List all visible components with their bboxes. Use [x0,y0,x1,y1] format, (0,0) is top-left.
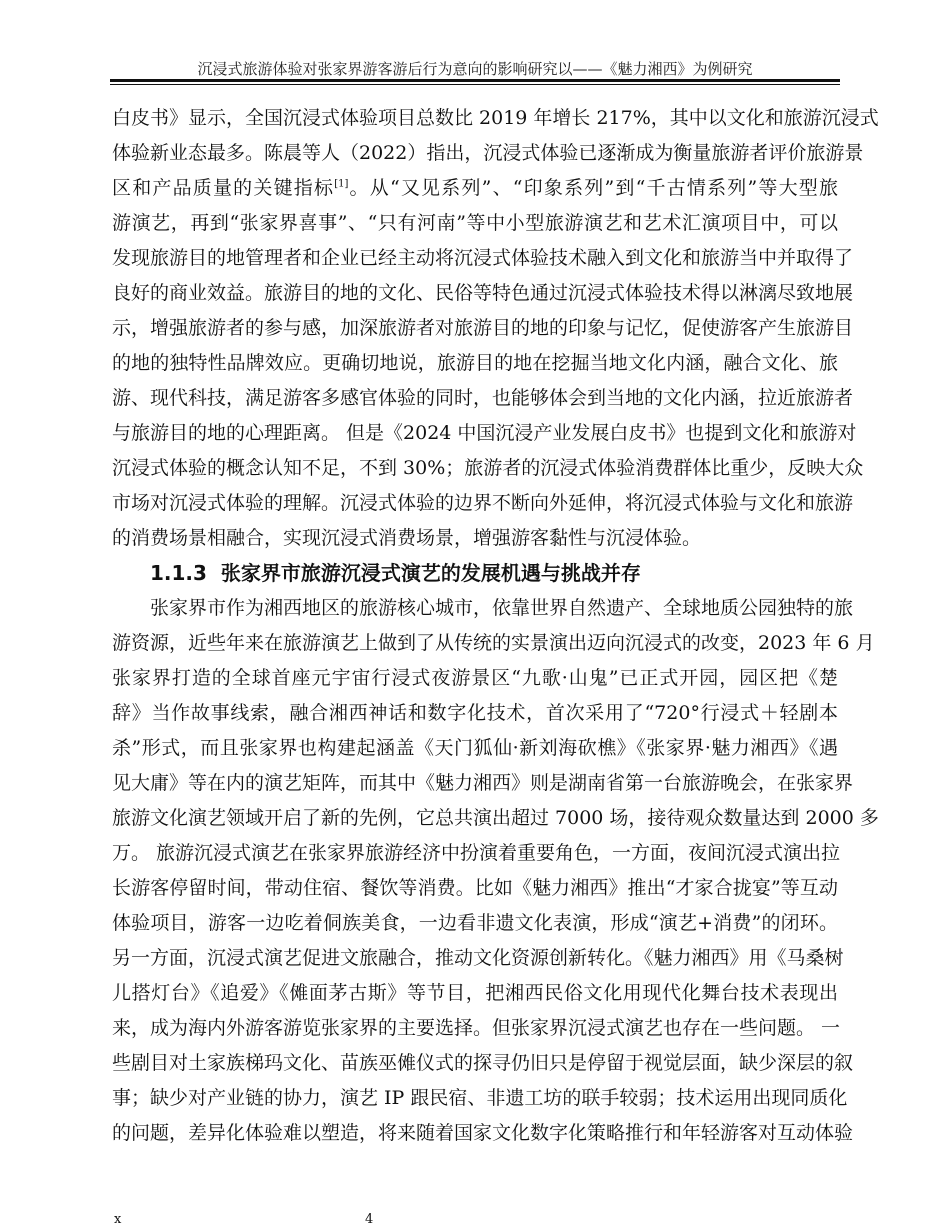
text-fragment: 区和产品质量的关键指标 [112,177,335,199]
text-line: 白皮书》显示，全国沉浸式体验项目总数比 2019 年增长 217%，其中以文化和旅游沉浸式 [112,107,879,129]
text-line: 万。 旅游沉浸式演艺在张家界旅游经济中扮演着重要角色，一方面，夜间沉浸式演出拉 [112,842,841,864]
page-number: 4 [365,1212,374,1227]
header-rule-thick [110,79,840,82]
text-line: 儿搭灯台》《追爱》《傩面茅古斯》等节目，把湘西民俗文化用现代化舞台技术表现出 [112,982,838,1004]
text-line: 体验项目，游客一边吃着侗族美食，一边看非遗文化表演，形成“演艺+消费”的闭环。 [112,912,838,934]
section-title: 张家界市旅游沉浸式演艺的发展机遇与挑战并存 [220,561,641,585]
text-line: 沉浸式体验的概念认知不足，不到 30%；旅游者的沉浸式体验消费群体比重少，反映大众 [112,457,864,479]
text-line: 杀”形式，而且张家界也构建起涵盖《天门狐仙·新刘海砍樵》《张家界·魅力湘西》《遇 [112,737,838,759]
text-line: 示，增强旅游者的参与感，加深旅游者对旅游目的地的印象与记忆，促使游客产生旅游目 [112,317,854,339]
text-line: 辞》当作故事线索，融合湘西神话和数字化技术，首次采用了“720°行浸式＋轻剧本 [112,702,838,724]
text-line: 游、现代科技，满足游客多感官体验的同时，也能够体会到当地的文化内涵，拉近旅游者 [112,387,854,409]
text-line: 良好的商业效益。旅游目的地的文化、民俗等特色通过沉浸式体验技术得以淋漓尽致地展 [112,282,854,304]
text-line: 旅游文化演艺领域开启了新的先例，它总共演出超过 7000 场，接待观众数量达到 2000 多 [112,807,879,829]
text-line: 见大庸》等在内的演艺矩阵，而其中《魅力湘西》则是湖南省第一台旅游晚会，在张家界 [112,772,854,794]
text-line: 市场对沉浸式体验的理解。沉浸式体验的边界不断向外延伸，将沉浸式体验与文化和旅游 [112,492,854,514]
text-line: 发现旅游目的地管理者和企业已经主动将沉浸式体验技术融入到文化和旅游当中并取得了 [112,247,854,269]
text-line: 另一方面，沉浸式演艺促进文旅融合，推动文化资源创新转化。《魅力湘西》用《马桑树 [112,947,844,969]
text-line: 来，成为海内外游客游览张家界的主要选择。但张家界沉浸式演艺也存在一些问题。 一 [112,1017,841,1039]
text-line: 长游客停留时间，带动住宿、餐饮等消费。比如《魅力湘西》推出“才家合拢宴”等互动 [112,877,838,899]
text-line: 的地的独特性品牌效应。更确切地说，旅游目的地在挖掘当地文化内涵，融合文化、旅 [112,352,838,374]
text-line: 体验新业态最多。陈晨等人（2022）指出，沉浸式体验已逐渐成为衡量旅游者评价旅游景 [112,142,864,164]
text-line: 的问题，差异化体验难以塑造，将来随着国家文化数字化策略推行和年轻游客对互动体验 [112,1122,854,1144]
text-line: 的消费场景相融合，实现沉浸式消费场景，增强游客黏性与沉浸体验。 [112,527,702,549]
footer-mark: x [114,1212,122,1227]
text-line: 张家界打造的全球首座元宇宙行浸式夜游景区“九歌·山鬼”已正式开园，园区把《楚 [112,667,838,689]
section-number: 1.1.3 [150,561,207,585]
page-body [112,101,879,1151]
text-line [112,171,838,206]
paragraph-1 [112,101,879,556]
header-rule-thin [110,84,840,85]
text-line: 张家界市作为湘西地区的旅游核心城市，依靠世界自然遗产、全球地质公园独特的旅 [150,597,854,619]
paragraph-2 [112,591,879,1151]
text-line: 游演艺，再到“张家界喜事”、“只有河南”等中小型旅游演艺和艺术汇演项目中，可以 [112,212,838,234]
text-line: 与旅游目的地的心理距离。 但是《2024 中国沉浸产业发展白皮书》也提到文化和旅游对 [112,422,857,444]
running-header: 沉浸式旅游体验对张家界游客游后行为意向的影响研究以——《魅力湘西》为例研究 [197,60,753,78]
text-line: 事；缺少对产业链的协力，演艺 IP 跟民宿、非遗工坊的联手较弱；技术运用出现同质化 [112,1087,848,1109]
text-fragment: 。从“又见系列”、“印象系列”到“千古情系列”等大型旅 [348,177,838,199]
citation-link[interactable]: [1] [334,178,349,190]
text-line: 些剧目对土家族梯玛文化、苗族巫傩仪式的探寻仍旧只是停留于视觉层面，缺少深层的叙 [112,1052,854,1074]
text-line: 游资源，近些年来在旅游演艺上做到了从传统的实景演出迈向沉浸式的改变，2023 年 6 月 [112,632,875,654]
section-heading [112,556,838,591]
